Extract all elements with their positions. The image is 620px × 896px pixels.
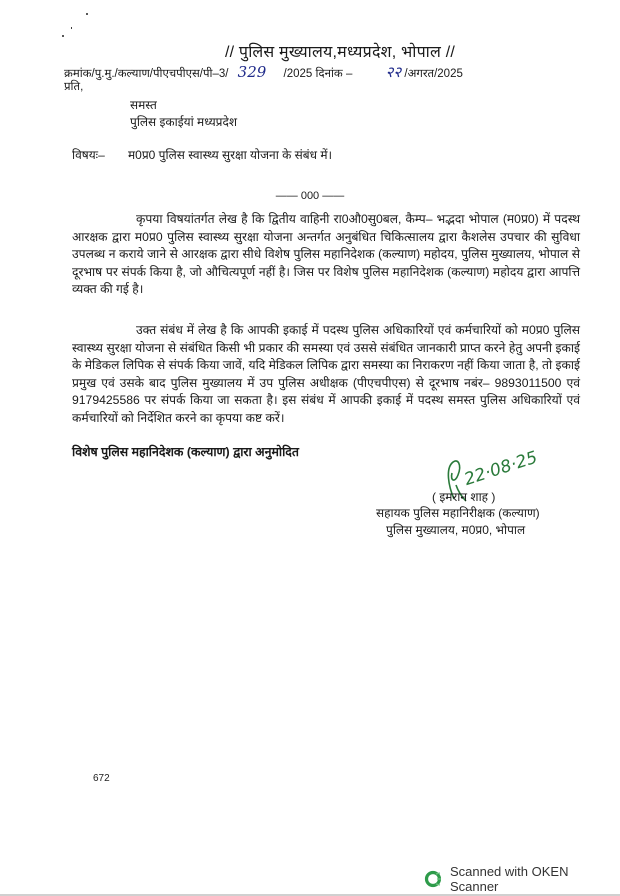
subject-text: म0प्र0 पुलिस स्वास्थ्य सुरक्षा योजना के संबंध में। [128,148,333,162]
scan-speck [86,13,88,15]
scan-speck [62,35,64,37]
section-separator: —— 000 —— [275,190,345,202]
reference-month-year: /अगरत/2025 [404,68,463,80]
subject-label: विषयः– [72,148,105,162]
document-header: // पुलिस मुख्यालय,मध्यप्रदेश, भोपाल // [224,44,456,61]
reference-line [64,62,463,82]
signature-date-handwritten: 22·08·25 [461,447,540,490]
reference-number-handwritten: 329 [237,63,267,81]
to-label: प्रति, [64,81,84,93]
scanner-watermark [424,864,620,894]
reference-day-handwritten: २२ [385,63,402,81]
recipient-line-2: पुलिस इकाईयां मध्यप्रदेश [130,115,238,129]
signatory-name: ( इमरान शाह ) [432,490,496,504]
page-number: 672 [93,773,110,784]
signatory-designation: सहायक पुलिस महानिरीक्षक (कल्याण) [376,506,540,520]
signatory-office: पुलिस मुख्यालय, म0प्र0, भोपाल [386,523,526,537]
scan-speck [71,27,72,29]
body-paragraph-1: कृपया विषयांतर्गत लेख है कि द्वितीय वाहिनी रा0औ0सु0बल, कैम्प– भद्भदा भोपाल (म0प्र0) में पदस्थ आरक्षक द्वारा म0प्र0 पुलिस स्वास्थ्य सुरक्षा योजना अन्तर्गत अनुबंधित चिकित्सालय द्वारा कैशलेस उपचार की सुविधा उपलब्ध न कराये जाने से आरक्षक द्वारा सीधे विशेष पुलिस महानिदेशक (कल्याण) महोदय, पुलिस मुख्यालय, भोपाल से दूरभाष पर संपर्क किया है, जो औचित्यपूर्ण नहीं है। जिस पर विशेष पुलिस महानिदेशक (कल्याण) महोदय द्वारा आपत्ति व्यक्त की गई है। [72,212,580,297]
recipient-line-1: समस्त [130,98,157,112]
oken-scanner-logo-icon [424,870,442,888]
approval-line: विशेष पुलिस महानिदेशक (कल्याण) द्वारा अनुमोदित [72,445,299,459]
scanner-watermark-text: Scanned with OKEN Scanner [449,864,569,894]
reference-prefix: क्रमांक/पु.मु./कल्याण/पीएचपीएस/पी–3/ [64,68,229,80]
body-paragraph-2: उक्त संबंध में लेख है कि आपकी इकाई में पदस्थ पुलिस अधिकारियों एवं कर्मचारियों को म0प्र0 पुलिस स्वास्थ्य सुरक्षा योजना से संबंधित किसी भी प्रकार की समस्या एवं उससे संबंधित जानकारी प्राप्त करने हेतु अपनी इकाई के मेडिकल लिपिक से संपर्क किया जावें, यदि मेडिकल लिपिक द्वारा समस्या का निराकरण नहीं किया जाता है, तो इकाई प्रमुख एवं उसके बाद पुलिस मुख्यालय में उप पुलिस अधीक्षक (पीएचपीएस) से दूरभाष नबंर– 9893011500 एवं 9179425586 पर संपर्क किया जा सकता है। इस संबंध में आपकी इकाई में पदस्थ समस्त पुलिस अधिकारियों एवं कर्मचारियों को निर्देशित करने का कृपया कष्ट करें। [72,323,580,425]
reference-year-date-label: /2025 दिनांक – [283,68,353,80]
